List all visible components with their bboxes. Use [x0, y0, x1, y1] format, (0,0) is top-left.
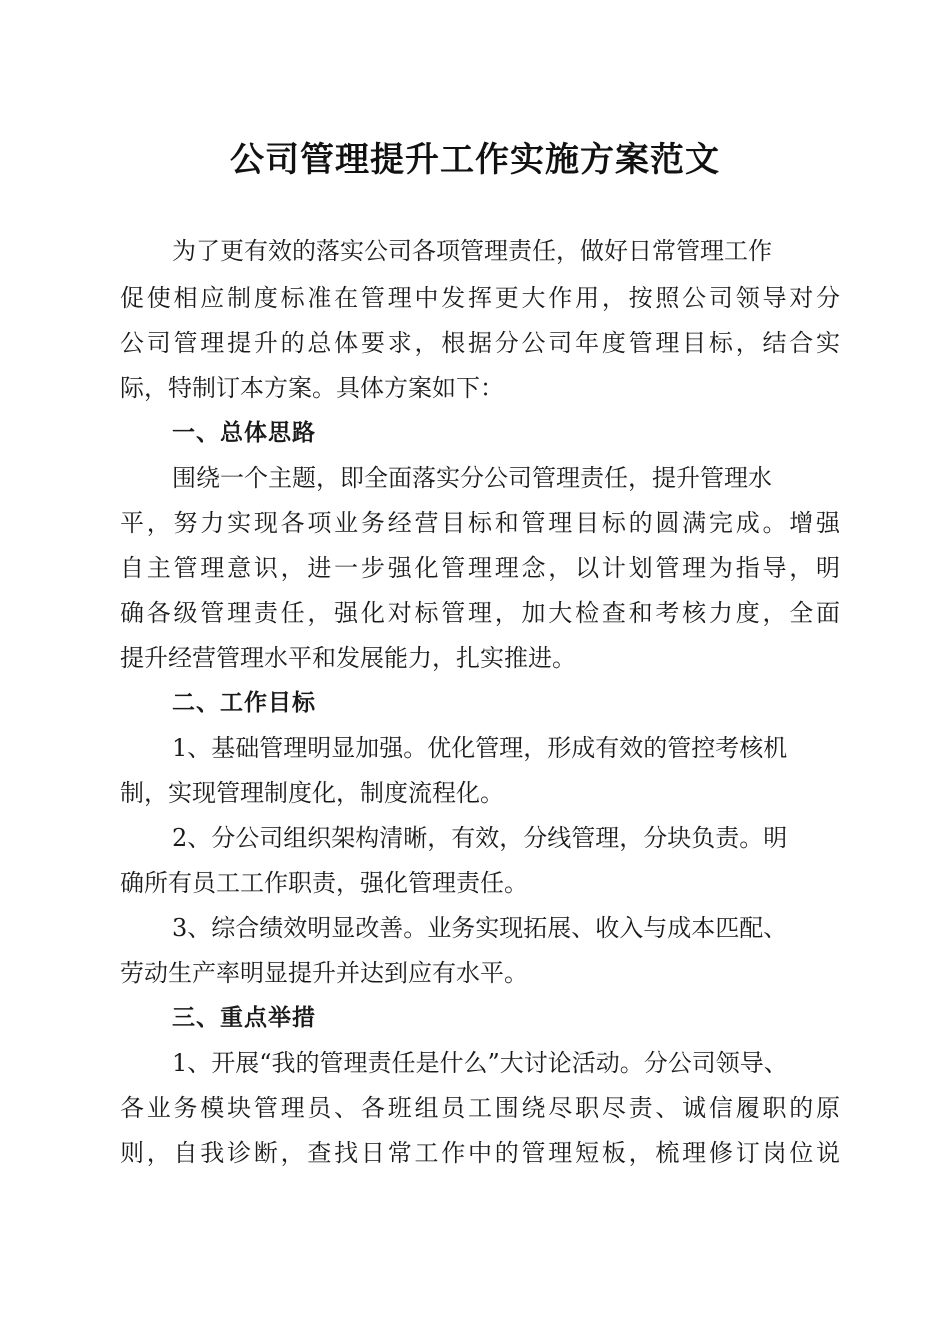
paragraph-line: 提升经营管理水平和发展能力，扎实推进。	[120, 644, 576, 672]
paragraph-line: 各业务模块管理员、各班组员工围绕尽职尽责、诚信履职的原	[120, 1094, 840, 1122]
paragraph-line: 公司管理提升的总体要求，根据分公司年度管理目标，结合实	[120, 329, 840, 357]
paragraph-line: 1、基础管理明显加强。优化管理，形成有效的管控考核机	[172, 734, 788, 762]
paragraph-line: 确各级管理责任，强化对标管理，加大检查和考核力度，全面	[120, 599, 840, 627]
section-heading: 一、总体思路	[172, 420, 316, 446]
section-heading: 三、重点举措	[172, 1005, 316, 1031]
paragraph-line: 际，特制订本方案。具体方案如下：	[120, 374, 504, 402]
paragraph-line: 促使相应制度标准在管理中发挥更大作用，按照公司领导对分	[120, 284, 840, 312]
paragraph-line: 劳动生产率明显提升并达到应有水平。	[120, 959, 528, 987]
paragraph-line: 围绕一个主题，即全面落实分公司管理责任，提升管理水	[172, 464, 772, 492]
paragraph-line: 制，实现管理制度化，制度流程化。	[120, 779, 504, 807]
paragraph-line: 1、开展“我的管理责任是什么”大讨论活动。分公司领导、	[172, 1049, 788, 1077]
section-heading: 二、工作目标	[172, 690, 316, 716]
paragraph-line: 平，努力实现各项业务经营目标和管理目标的圆满完成。增强	[120, 509, 840, 537]
document-title: 公司管理提升工作实施方案范文	[230, 140, 720, 180]
paragraph-line: 3、综合绩效明显改善。业务实现拓展、收入与成本匹配、	[172, 914, 788, 942]
paragraph-line: 2、分公司组织架构清晰，有效，分线管理，分块负责。明	[172, 824, 788, 852]
paragraph-line: 则，自我诊断，查找日常工作中的管理短板，梳理修订岗位说	[120, 1139, 840, 1167]
paragraph-line: 自主管理意识，进一步强化管理理念，以计划管理为指导，明	[120, 554, 840, 582]
paragraph-line: 确所有员工工作职责，强化管理责任。	[120, 869, 528, 897]
paragraph-line: 为了更有效的落实公司各项管理责任，做好日常管理工作	[172, 237, 772, 265]
